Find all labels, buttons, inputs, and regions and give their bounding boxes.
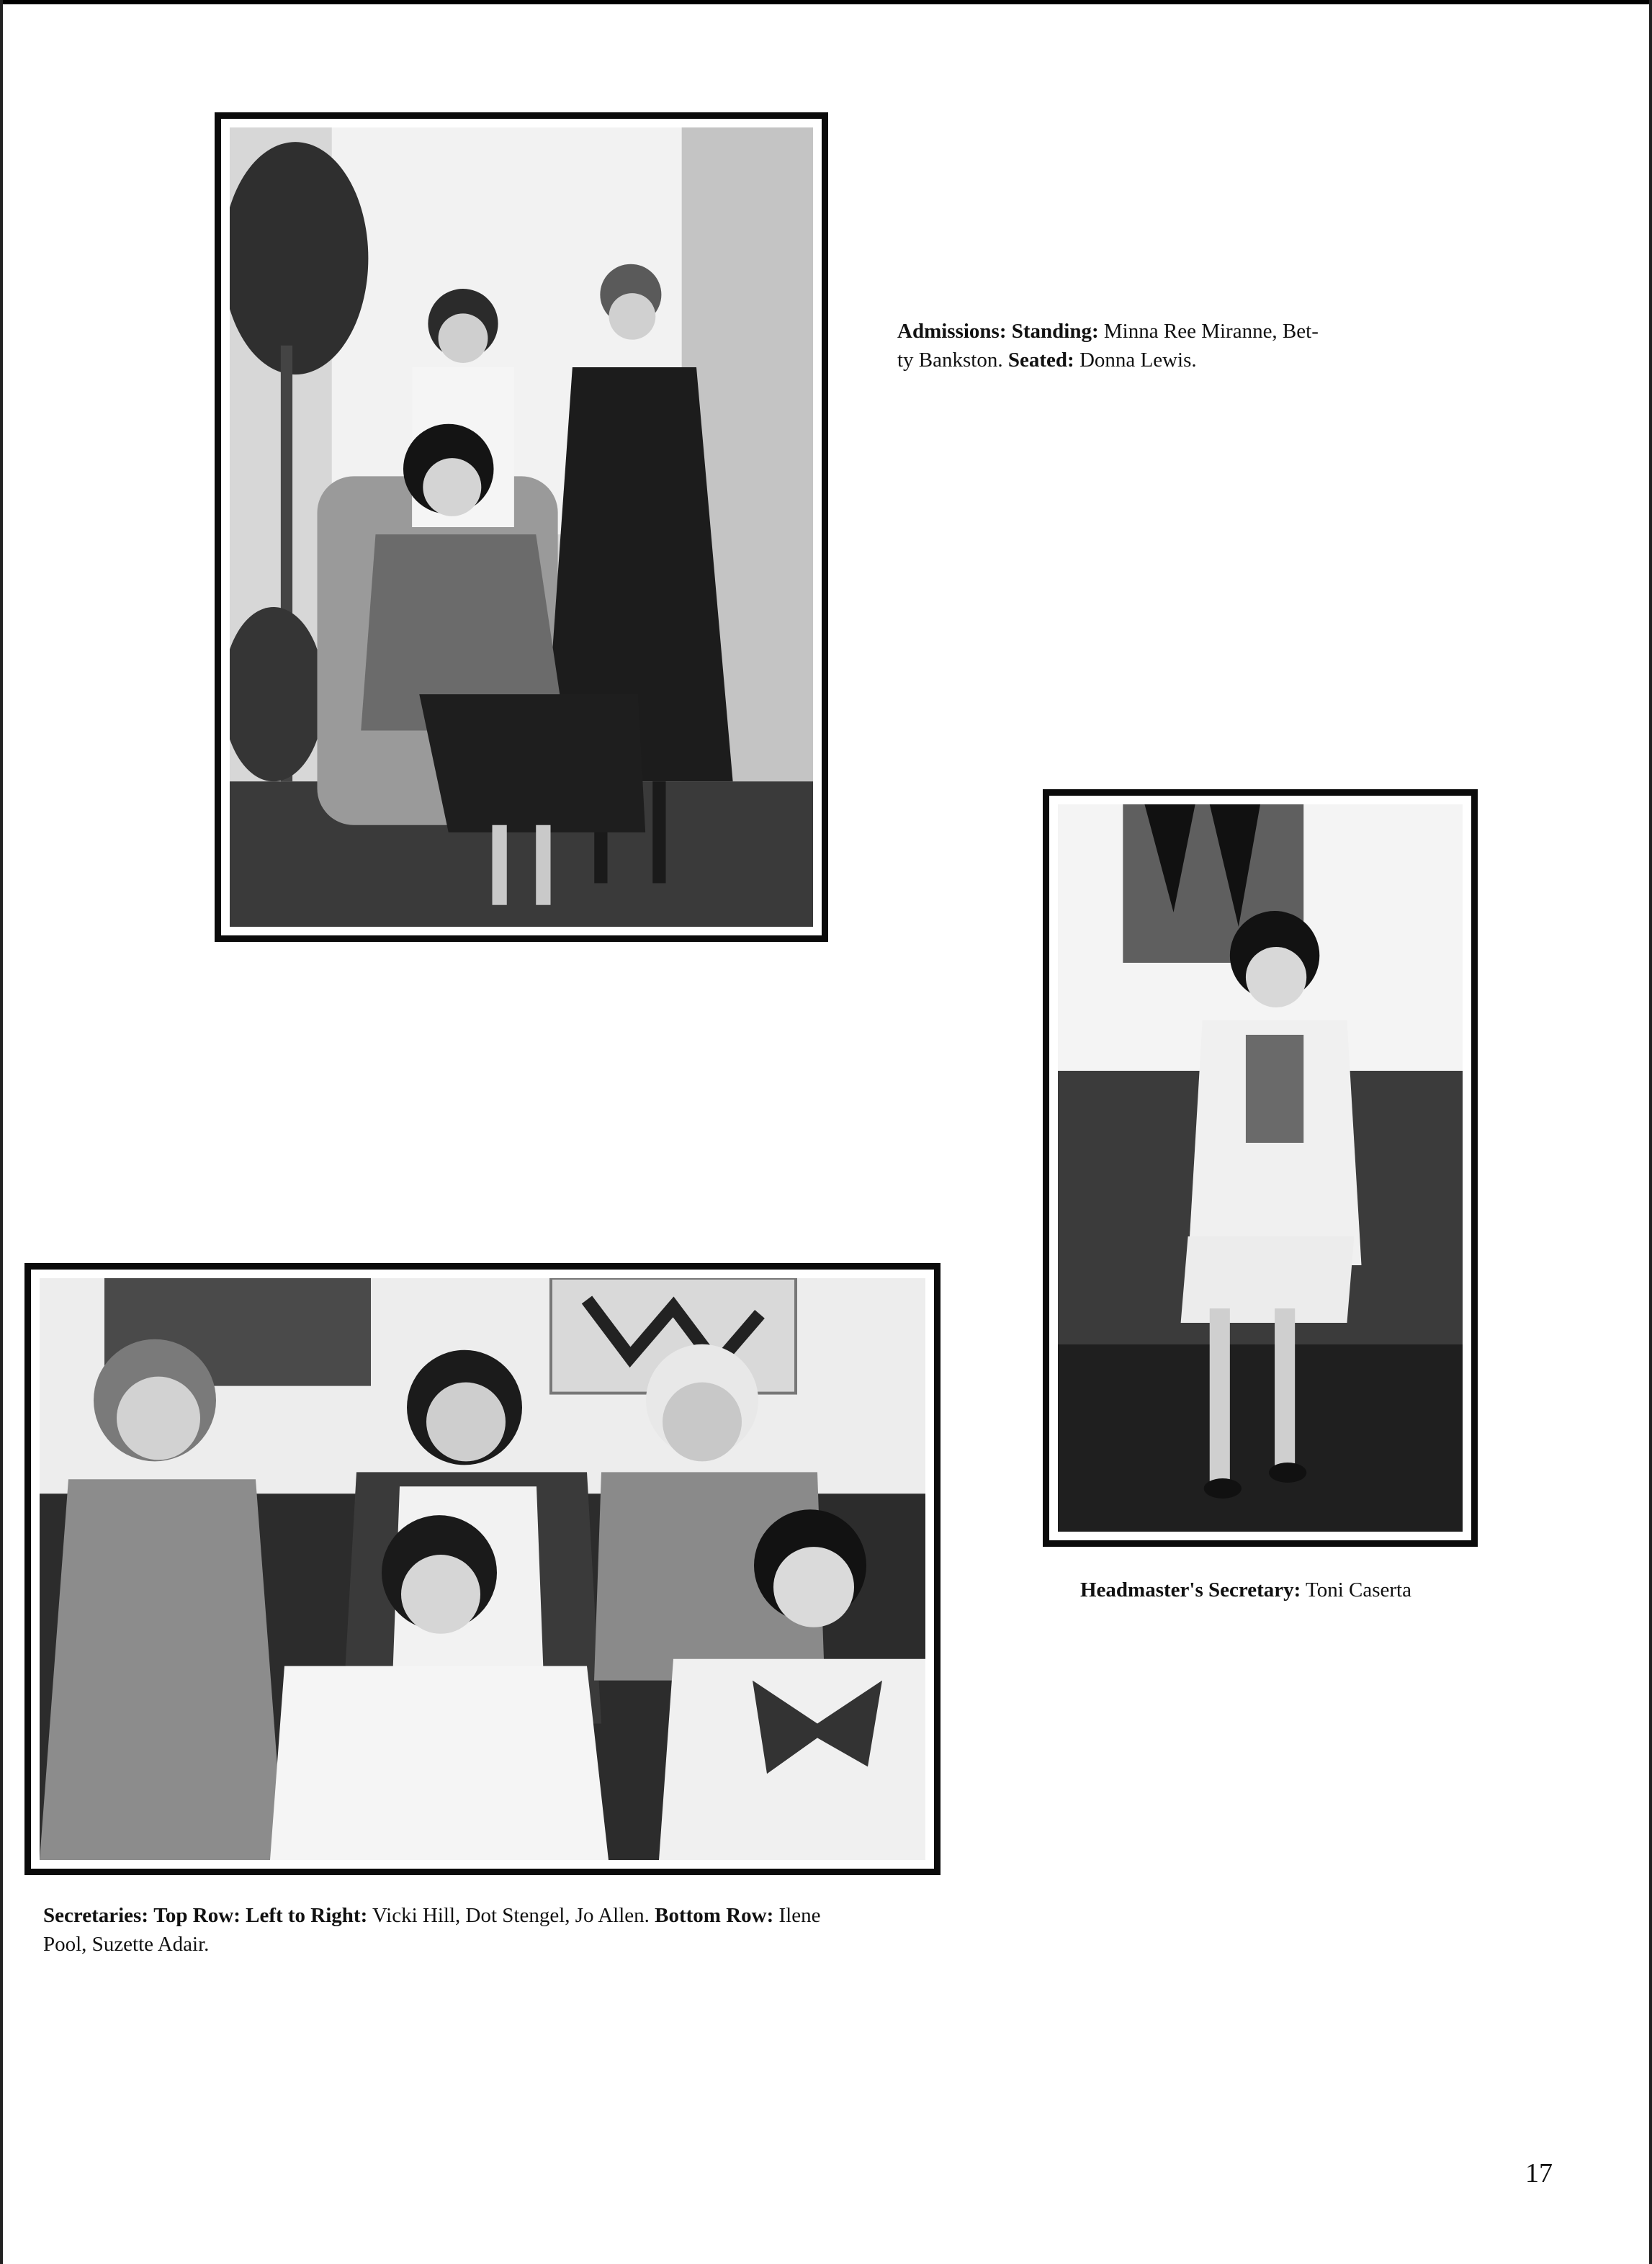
page-number: 17 xyxy=(1525,2158,1553,2188)
headmaster-secretary-caption xyxy=(1080,1576,1527,1604)
caption-label: Admissions: xyxy=(897,320,1007,343)
caption-text: ty Bankston. xyxy=(897,349,1003,372)
admissions-photo xyxy=(215,112,828,942)
caption-text: Minna Ree Miranne, Bet- xyxy=(1103,320,1319,343)
page-top-edge xyxy=(0,0,1652,4)
caption-text: Vicki Hill, Dot Stengel, Jo Allen. xyxy=(372,1904,650,1927)
caption-label: Bottom Row: xyxy=(655,1904,774,1927)
caption-label: Standing: xyxy=(1011,320,1099,343)
caption-text: Donna Lewis. xyxy=(1079,349,1197,372)
secretaries-caption xyxy=(43,1901,951,1959)
admissions-caption xyxy=(897,317,1373,374)
page-right-edge xyxy=(1649,0,1652,2264)
caption-label: Headmaster's Secretary: xyxy=(1080,1578,1301,1602)
secretaries-photo xyxy=(24,1263,941,1875)
caption-text: Pool, Suzette Adair. xyxy=(43,1933,210,1956)
caption-text: Ilene xyxy=(778,1904,821,1927)
caption-label: Left to Right: xyxy=(246,1904,368,1927)
caption-label: Top Row: xyxy=(153,1904,241,1927)
page-left-edge xyxy=(0,0,3,2264)
caption-label: Secretaries: xyxy=(43,1904,148,1927)
headmaster-secretary-photo xyxy=(1043,789,1478,1547)
caption-label: Seated: xyxy=(1007,349,1074,372)
caption-text: Toni Caserta xyxy=(1306,1578,1411,1602)
